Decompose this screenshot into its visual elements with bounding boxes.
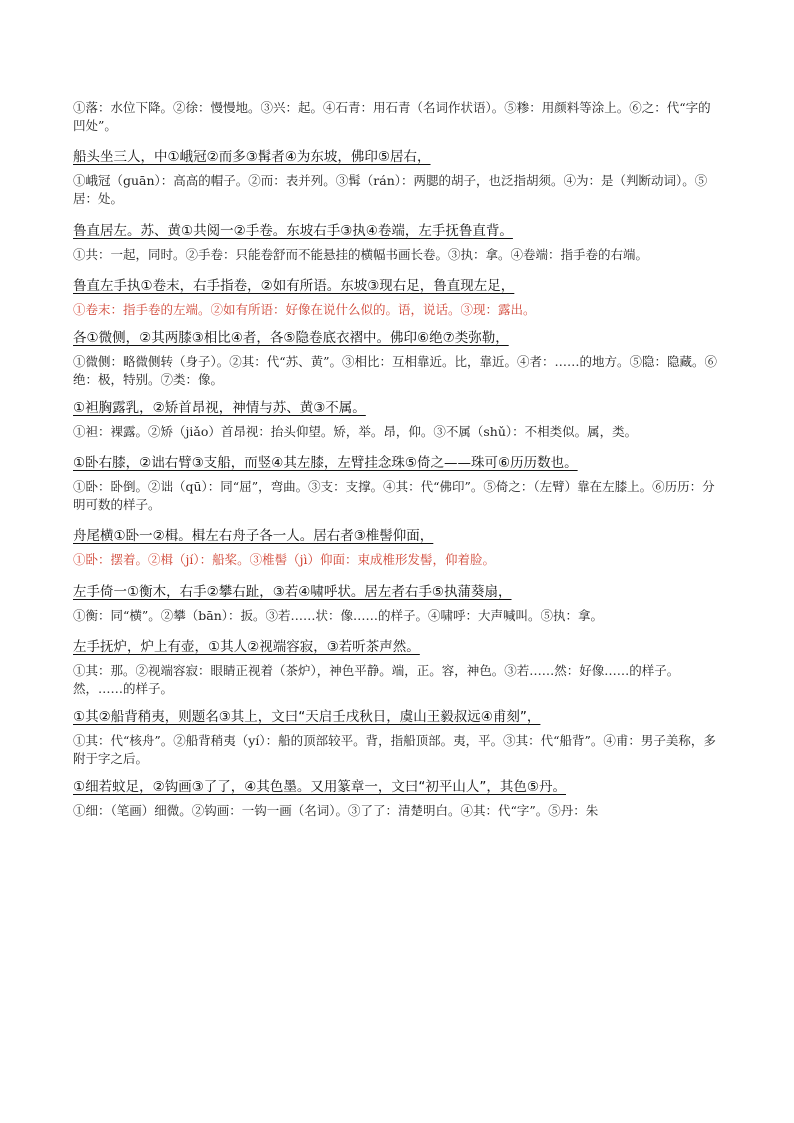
gloss-line: ①峨冠（guān）：高高的帽子。②而：表并列。③髯（rán）：两腮的胡子，也泛指胡须。④为：是（判断动词）。⑤居：处。: [73, 173, 708, 207]
source-text-line: 舟尾横①卧一②楫。楫左右舟子各一人。居右者③椎髻仰面，: [73, 528, 434, 545]
gloss-line: ①卧：卧倒。②诎（qū）：同“屈”，弯曲。③支：支撑。④其：代“佛印”。⑤倚之：（左臂）靠在左膝上。⑥历历：分明可数的样子。: [73, 479, 715, 513]
gloss-line: ①衡：同“横”。②攀（bān）：扳。③若……状：像……的样子。④啸呼：大声喊叫。⑤执：拿。: [73, 607, 604, 623]
source-text-line: 船头坐三人，中①峨冠②而多③髯者④为东坡，佛印⑤居右，: [73, 149, 431, 166]
source-text-line: 各①微侧，②其两膝③相比④者，各⑤隐卷底衣褶中。佛印⑥绝⑦类弥勒，: [73, 329, 509, 346]
gloss-line: ①其：代“核舟”。②船背稍夷（yí）：船的顶部较平。背，指船顶部。夷，平。③其：代“船背”。④甫：男子美称，多附于字之后。: [73, 732, 716, 766]
source-text-line: 左手抚炉，炉上有壶，①其人②视端容寂，③若听茶声然。: [73, 638, 420, 655]
source-text-line: ①细若蚊足，②钩画③了了，④其色墨。又用篆章一，文曰“初平山人”，其色⑤丹。: [73, 779, 566, 796]
source-text-line: ①其②船背稍夷，则题名③其上，文曰“天启壬戌秋日，虞山王毅叔远④甫刻”，: [73, 708, 541, 725]
annotation-content: [73, 99, 723, 820]
gloss-line: ①袒：裸露。②矫（jiǎo）首昂视：抬头仰望。矫，举。昂，仰。③不属（shǔ）：不相类似。属，类。: [73, 424, 638, 439]
gloss-line: ①共：一起，同时。②手卷：只能卷舒而不能悬挂的横幅书画长卷。③执：拿。④卷端：指手卷的右端。: [73, 246, 649, 262]
source-text-line: ①袒胸露乳，②矫首昂视，神情与苏、黄③不属。: [73, 400, 366, 416]
source-text-line: 鲁直居左。苏、黄①共阅一②手卷。东坡右手③执④卷端，左手抚鲁直背。: [73, 222, 513, 239]
gloss-line: ①落：水位下降。②徐：慢慢地。③兴：起。④石青：用石青（名词作状语）。⑤糁：用颜料等涂上。⑥之：代“字的凹处”。: [73, 100, 711, 134]
gloss-line: ①细：（笔画）细微。②钩画：一钩一画（名词）。③了了：清楚明白。④其：代“字”。⑤丹：朱: [73, 803, 599, 819]
gloss-line: ①微侧：略微侧转（身子）。②其：代“苏、黄”。③相比：互相靠近。比，靠近。④者：……的地方。⑤隐：隐藏。⑥绝：极，特别。⑦类：像。: [73, 353, 718, 387]
gloss-line: ①卷末：指手卷的左端。②如有所语：好像在说什么似的。语，说话。③现：露出。: [73, 301, 536, 317]
gloss-line: ①其：那。②视端容寂：眼睛正视着（茶炉），神色平静。端，正。容，神色。③若……然：好像……的样子。然，……的样子。: [73, 662, 680, 696]
source-text-line: ①卧右膝，②诎右臂③支船，而竖④其左膝，左臂挂念珠⑤倚之——珠可⑥历历数也。: [73, 455, 578, 472]
source-text-line: 鲁直左手执①卷末，右手指卷，②如有所语。东坡③现右足，鲁直现左足，: [73, 277, 515, 294]
source-text-line: 左手倚一①衡木，右手②攀右趾，③若④啸呼状。居左者右手⑤执蒲葵扇，: [73, 583, 512, 600]
gloss-line: ①卧：摆着。②楫（jí）：船桨。③椎髻（jì）仰面：束成椎形发髻，仰着脸。: [73, 552, 495, 568]
